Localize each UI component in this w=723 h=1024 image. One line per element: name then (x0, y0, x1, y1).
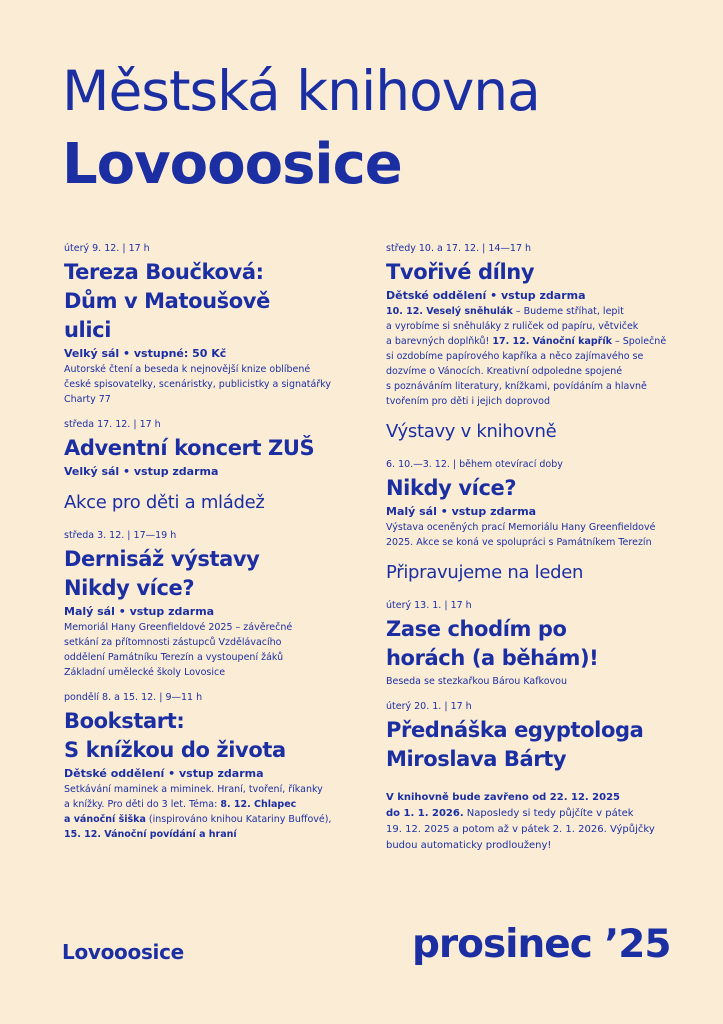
event-place: Malý sál • vstup zdarma (64, 605, 215, 618)
event-date: 6. 10.—3. 12. | během otevírací doby (386, 459, 563, 470)
event-date: středa 3. 12. | 17—19 h (64, 530, 177, 541)
event-date: pondělí 8. a 15. 12. | 9—11 h (64, 692, 203, 703)
event-description: Autorské čtení a beseda k nejnovější knize oblíbené české spisovatelky, scenáristky, publicistky a signatářky Charty 77 (64, 364, 332, 405)
event-zase-chodim (386, 599, 676, 689)
event-description: Beseda se stezkařkou Bárou Kafkovou (386, 676, 567, 687)
event-title: Adventní koncert ZUŠ (64, 436, 315, 460)
section-heading-exhibitions: Výstavy v knihovně (386, 421, 557, 442)
event-dilny (386, 242, 676, 409)
event-title: Dernisáž výstavy Nikdy více? (64, 547, 260, 600)
event-dernisaz (64, 529, 354, 680)
page-title: Městská knihovna (62, 59, 540, 123)
event-description: Setkávání maminek a miminek. Hraní, tvoření, říkanky a knížky. Pro děti do 3 let. Téma: 8. 12. Chlapec a vánoční šiška (inspirováno knihou Katariny Buffové), 15. 12. Vánoční povídání a hraní (64, 784, 332, 840)
event-place: Malý sál • vstup zdarma (386, 505, 537, 518)
right-column (386, 242, 676, 854)
event-place: Dětské oddělení • vstup zdarma (64, 767, 264, 780)
event-boučková (64, 242, 354, 407)
event-description: 10. 12. Veselý sněhulák – Budeme stříhat, lepit a vyrobíme si sněhuláky z ruliček od papíru, větviček a barevných doplňků! 17. 12. Vánoční kapřík – Společně si ozdobíme papírového kapříka a něco zajímavého se dozvíme o Vánocích. Kreativní odpoledne spojené s poznáváním literatury, knížkami, povídáním a hlavně tvořením pro děti i jejich doprovod (386, 306, 667, 407)
event-description: Výstava oceněných prací Memoriálu Hany Greenfieldové 2025. Akce se koná ve spolupráci s Památníkem Terezín (386, 522, 656, 548)
closure-notice: V knihovně bude zavřeno od 22. 12. 2025 do 1. 1. 2026. Naposledy si tedy půjčíte v pátek 19. 12. 2025 a potom až v pátek 2. 1. 2026. Výpůjčky budou automaticky prodlouženy! (386, 792, 655, 851)
event-title: Zase chodím po horách (a běhám)! (386, 617, 599, 670)
event-title: Přednáška egyptologa Miroslava Bárty (386, 718, 644, 771)
event-date: středy 10. a 17. 12. | 14—17 h (386, 243, 532, 254)
event-title: Tvořivé dílny (386, 260, 535, 284)
event-date: úterý 13. 1. | 17 h (386, 600, 472, 611)
event-nikdy-vice (386, 458, 676, 550)
event-date: úterý 9. 12. | 17 h (64, 243, 150, 254)
event-description: Memoriál Hany Greenfieldové 2025 – závěrečné setkání za přítomnosti zástupců Vzdělávacího oddělení Památníku Terezín a vystoupení žáků Základní umělecké školy Lovosice (64, 622, 293, 678)
page-title-brand: Lovooosice (62, 132, 402, 197)
footer-brand: Lovooosice (62, 940, 184, 964)
section-heading-kids: Akce pro děti a mládež (64, 492, 265, 513)
event-bookstart (64, 691, 354, 842)
event-prednaska (386, 700, 676, 774)
section-heading-january: Připravujeme na leden (386, 562, 584, 583)
event-title: Bookstart: S knížkou do života (64, 709, 286, 762)
event-title: Nikdy více? (386, 476, 517, 500)
event-date: úterý 20. 1. | 17 h (386, 701, 472, 712)
event-place: Dětské oddělení • vstup zdarma (386, 289, 586, 302)
event-title: Tereza Boučková: Dům v Matoušově ulici (64, 260, 270, 342)
event-date: středa 17. 12. | 17 h (64, 419, 161, 430)
footer-month: prosinec ’25 (412, 922, 671, 967)
event-koncert (64, 418, 354, 480)
event-place: Velký sál • vstup zdarma (64, 465, 219, 478)
left-column (64, 242, 354, 853)
event-place: Velký sál • vstupné: 50 Kč (64, 347, 227, 360)
